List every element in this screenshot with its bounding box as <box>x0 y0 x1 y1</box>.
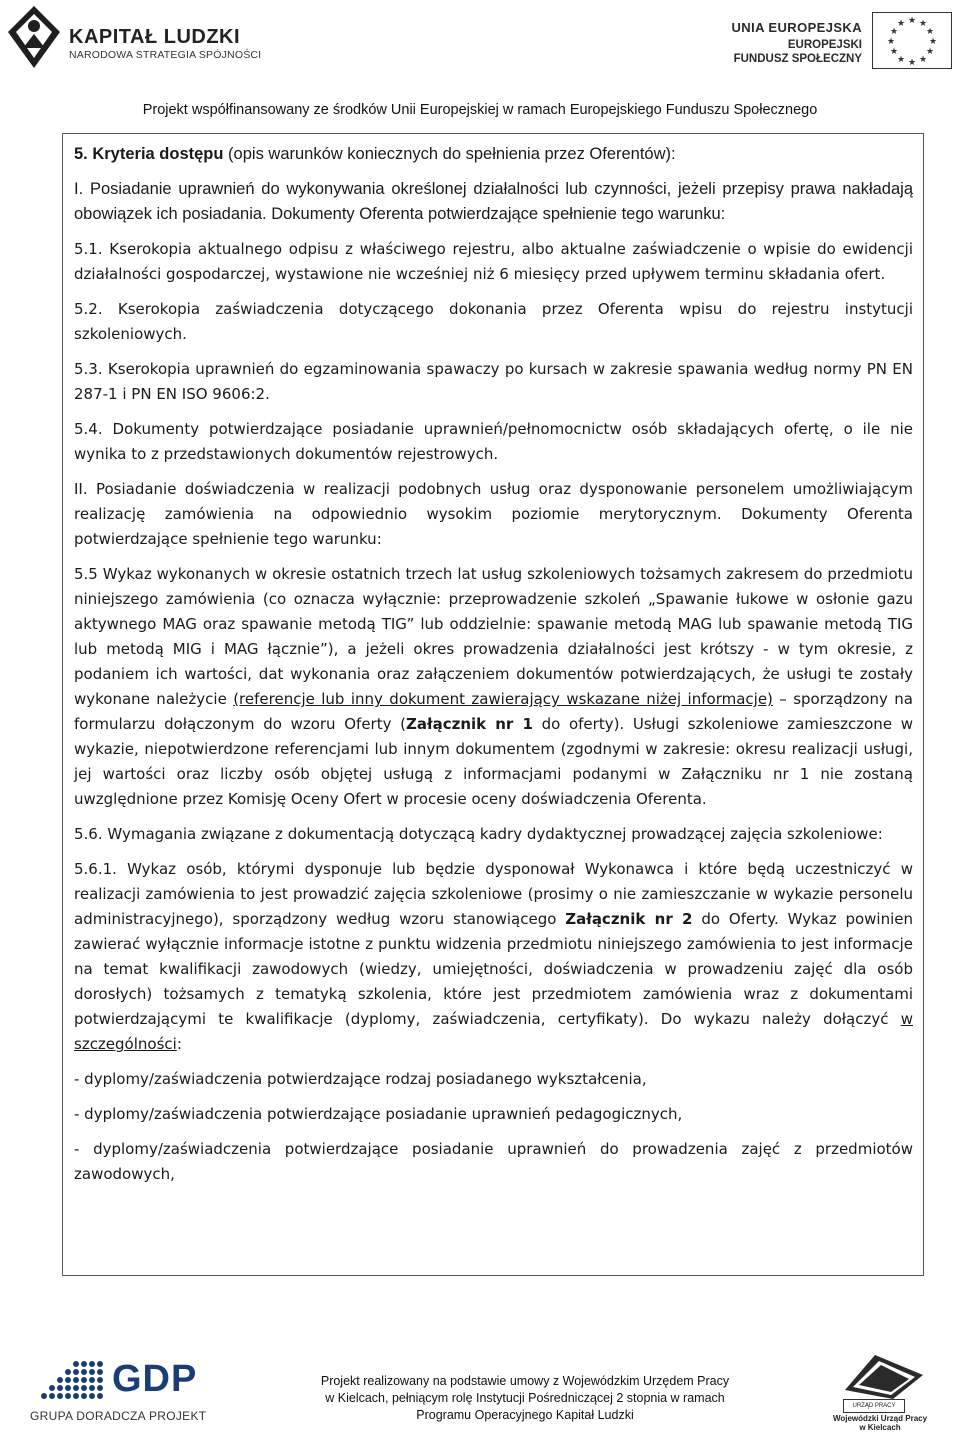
item-5-6-1-underlined: w szczególności <box>74 1010 913 1053</box>
item-5-6-1-text-c: : <box>176 1035 182 1053</box>
svg-text:★: ★ <box>907 58 917 68</box>
item-5-6-1-bold: Załącznik nr 2 <box>565 910 693 928</box>
gdp-subtitle: GRUPA DORADCZA PROJEKT <box>30 1409 207 1423</box>
svg-text:★: ★ <box>928 37 938 47</box>
document-body <box>62 133 924 1276</box>
page-header <box>0 0 960 125</box>
svg-text:★: ★ <box>889 47 899 57</box>
svg-text:★: ★ <box>925 47 935 57</box>
item-5-6-1-text-b: do Oferty. Wykaz powinien zawierać wyłącznie informacje istotne z punktu widzenia przedmiotu niniejszego zamówienia to jest informacje na temat kwalifikacji zawodowych (wiedzy, umiejętności, doświadczenia w prowadzeniu zajęć dla osób dorosłych) tożsamych z tematyką szkolenia, które jest przedmiotem zamówienia wraz z dokumentami potwierdzającymi te kwalifikacje (dyplomy, zaświadczenia, certyfikaty). Do wykazu należy dołączyć <box>74 910 913 1028</box>
section-heading <box>74 142 913 167</box>
urzad-pracy-sub-1: Wojewódzki Urząd Pracy <box>832 1414 928 1423</box>
item-5-5-bold: Załącznik nr 1 <box>406 715 533 733</box>
section-heading-bold: 5. Kryteria dostępu <box>74 145 224 163</box>
item-5-6: 5.6. Wymagania związane z dokumentacją dotyczącą kadry dydaktycznej prowadzącej zajęcia szkoleniowe: <box>74 825 883 843</box>
urzad-pracy-label: URZĄD PRACY <box>843 1399 905 1413</box>
kapital-ludzki-logo-icon <box>6 4 62 70</box>
item-5-6-1-text-a: 5.6.1. Wykaz osób, którymi dysponuje lub będzie dysponował Wykonawca i które będą uczestniczyć w realizacji zamówienia to jest prowadzić zajęcia szkoleniowe (prosimy o nie zamieszczanie w wykazie personelu administracyjnego), sporządzony według wzoru stanowiącego <box>74 860 913 928</box>
list-item: - dyplomy/zaświadczenia potwierdzające posiadanie uprawnień do prowadzenia zajęć z przedmiotów zawodowych, <box>74 1140 913 1183</box>
kl-title: KAPITAŁ LUDZKI <box>69 26 241 48</box>
list-item: - dyplomy/zaświadczenia potwierdzające posiadanie uprawnień pedagogicznych, <box>74 1105 683 1123</box>
item-5-5-text-c: do oferty). Usługi szkoleniowe zamieszczone w wykazie, niepotwierdzone referencjami lub innym dokumentem (zgodnymi w zakresie: okresu realizacji usługi, jej wartości oraz liczby osób objętej usługą z informacjami podanymi w Załączniku nr 1 nie zostaną uwzględnione przez Komisję Oceny Ofert w procesie oceny doświadczenia Oferenta. <box>74 715 913 808</box>
svg-text:★: ★ <box>896 19 906 29</box>
item-5-4: 5.4. Dokumenty potwierdzające posiadanie uprawnień/pełnomocnictw osób składających ofertę, o ile nie wynika to z przedstawionych dokumentów rejestrowych. <box>74 420 913 463</box>
eu-flag-icon <box>872 12 952 69</box>
item-5-5 <box>74 562 913 812</box>
gdp-logo-icon <box>36 1358 106 1404</box>
footer-note <box>300 1373 750 1424</box>
urzad-pracy-logo-icon <box>835 1345 930 1400</box>
item-5-6-1 <box>74 857 913 1057</box>
eu-text-block <box>732 20 862 65</box>
urzad-pracy-subtitle <box>825 1414 935 1432</box>
svg-text:★: ★ <box>896 55 906 65</box>
requirement-ii: II. Posiadanie doświadczenia w realizacji podobnych usług oraz dysponowanie personelem umożliwiającym realizację zamówienia na odpowiednio wysokim poziomie merytorycznym. Dokumenty Oferenta potwierdzające spełnienie tego warunku: <box>74 480 913 548</box>
svg-text:★: ★ <box>918 19 928 29</box>
svg-text:★: ★ <box>889 27 899 37</box>
item-5-3: 5.3. Kserokopia uprawnień do egzaminowania spawaczy po kursach w zakresie spawania według normy PN EN 287-1 i PN EN ISO 9606:2. <box>74 360 913 403</box>
item-5-5-text-a: 5.5 Wykaz wykonanych w okresie ostatnich trzech lat usług szkoleniowych tożsamych zakresem do przedmiotu niniejszego zamówienia (co oznacza wyłącznie: przeprowadzenie szkoleń „Spawanie łukowe w osłonie gazu aktywnego MAG oraz spawanie metodą TIG” lub oddzielnie: spawanie metodą MAG lub spawanie metodą TIG lub metodą MIG i MAG łącznie”), a jeżeli okres prowadzenia działalności jest krótszy - w tym okresie, z podaniem ich wartości, dat wykonania oraz załączeniem dokumentów potwierdzających, że usługi te zostały wykonane należycie <box>74 565 913 708</box>
footer-line-3: Programu Operacyjnego Kapitał Ludzki <box>416 1408 634 1422</box>
requirement-i: I. Posiadanie uprawnień do wykonywania określonej działalności lub czynności, jeżeli przepisy prawa nakładają obowiązek ich posiadania. Dokumenty Oferenta potwierdzające spełnienie tego warunku: <box>74 180 913 223</box>
footer-line-2: w Kielcach, pełniącym rolę Instytucji Pośredniczącej 2 stopnia w ramach <box>325 1391 725 1405</box>
eu-line-3: FUNDUSZ SPOŁECZNY <box>733 53 862 65</box>
page-footer <box>0 1340 960 1431</box>
svg-text:★: ★ <box>925 27 935 37</box>
kl-subtitle: NARODOWA STRATEGIA SPÓJNOŚCI <box>69 49 262 61</box>
section-heading-rest: (opis warunków koniecznych do spełnienia przez Oferentów): <box>223 145 676 163</box>
eu-line-1: UNIA EUROPEJSKA <box>731 20 862 35</box>
cofinancing-note: Projekt współfinansowany ze środków Unii Europejskiej w ramach Europejskiego Funduszu Społecznego <box>142 102 818 118</box>
item-5-5-text-b: – sporządzony na formularzu dołączonym do wzoru Oferty ( <box>74 690 914 733</box>
item-5-1: 5.1. Kserokopia aktualnego odpisu z właściwego rejestru, albo aktualne zaświadczenie o wpisie do ewidencji działalności gospodarczej, wystawione nie wcześniej niż 6 miesięcy przed upływem terminu składania ofert. <box>74 240 913 283</box>
svg-text:★: ★ <box>886 37 896 47</box>
item-5-2: 5.2. Kserokopia zaświadczenia dotyczącego dokonania przez Oferenta wpisu do rejestru instytucji szkoleniowych. <box>74 300 913 343</box>
eu-line-2: EUROPEJSKI <box>787 39 862 51</box>
item-5-5-underlined: (referencje lub inny dokument zawierający wskazane niżej informacje) <box>233 690 773 708</box>
list-item: - dyplomy/zaświadczenia potwierdzające rodzaj posiadanego wykształcenia, <box>74 1070 647 1088</box>
svg-text:★: ★ <box>907 16 917 26</box>
gdp-title: GDP <box>112 1358 198 1400</box>
footer-line-1: Projekt realizowany na podstawie umowy z Wojewódzkim Urzędem Pracy <box>320 1374 730 1388</box>
svg-text:★: ★ <box>918 55 928 65</box>
urzad-pracy-sub-2: w Kielcach <box>859 1423 901 1432</box>
